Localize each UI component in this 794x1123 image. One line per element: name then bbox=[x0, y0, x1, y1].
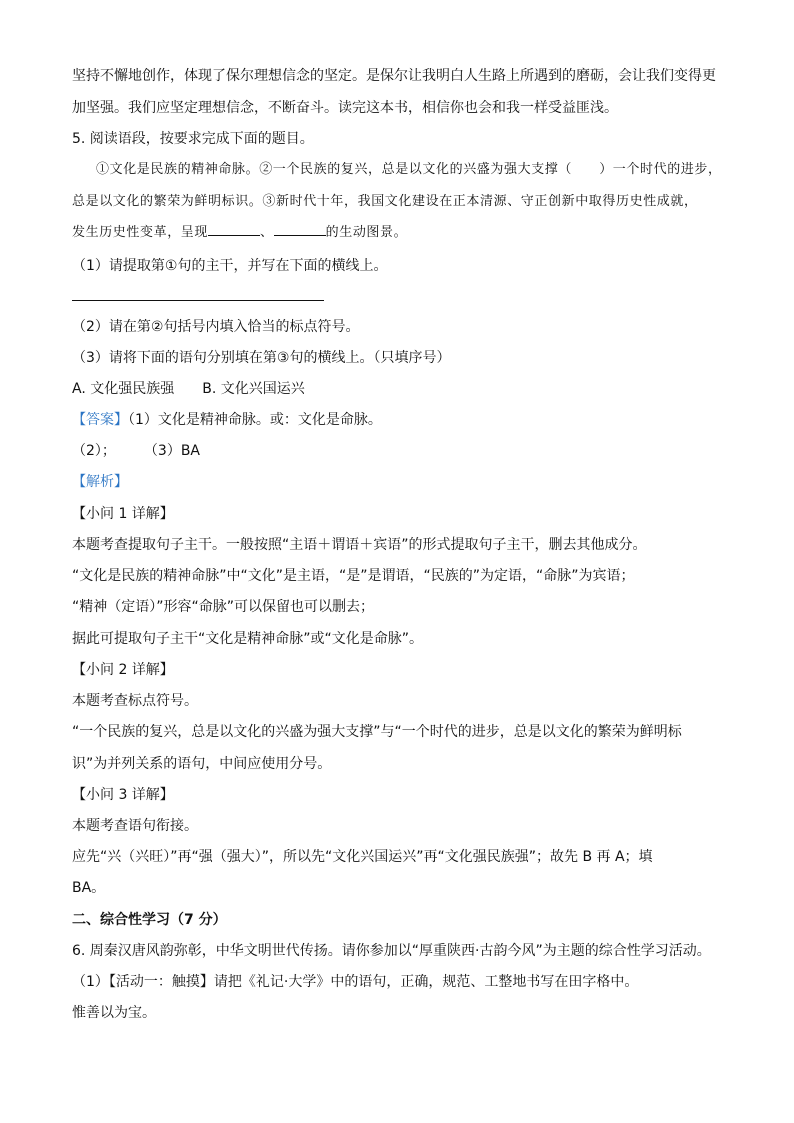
fill-blank bbox=[208, 223, 260, 236]
question-6-prompt: 6. 周秦汉唐风韵弥彰，中华文明世代传扬。请你参加以“厚重陕西·古韵今风”为主题的综合性学习活动。 bbox=[72, 943, 711, 959]
passage-text: 发生历史性变革，呈现 bbox=[72, 225, 209, 240]
activity-title: 【活动一：触摸】 bbox=[108, 974, 214, 990]
text-line: 本题考查语句衔接。 bbox=[72, 818, 198, 834]
sub-question-1: （1）请提取第①句的主干，并写在下面的横线上。 bbox=[72, 258, 388, 274]
answer-line-1 bbox=[72, 410, 382, 430]
activity-number: （1） bbox=[72, 974, 109, 990]
passage-text: 、 bbox=[260, 225, 274, 240]
activity-1 bbox=[72, 972, 638, 992]
text-line: 坚持不懈地创作，体现了保尔理想信念的坚定。是保尔让我明白人生路上所遇到的磨砺，会让我们变得更 bbox=[72, 68, 716, 84]
activity-text: 请把《礼记·大学》中的语句，正确，规范、工整地书写在田字格中。 bbox=[213, 974, 639, 990]
answer-line bbox=[72, 300, 324, 301]
sub-heading: 【小问 1 详解】 bbox=[72, 506, 174, 522]
text-line: “文化是民族的精神命脉”中“文化”是主语，“是”是谓语，“民族的”为定语，“命脉”为宾语； bbox=[72, 568, 635, 584]
answer-tag: 【答案】 bbox=[72, 412, 128, 428]
text-line: 据此可提取句子主干“文化是精神命脉”或“文化是命脉”。 bbox=[72, 631, 424, 647]
text-line: 识”为并列关系的语句，中间应使用分号。 bbox=[72, 756, 332, 772]
sub-question-3: （3）请将下面的语句分别填在第③句的横线上。（只填序号） bbox=[72, 350, 451, 366]
text-line: “精神（定语）”形容“命脉”可以保留也可以删去； bbox=[72, 599, 375, 615]
text-line: 本题考查标点符号。 bbox=[72, 693, 198, 709]
section-heading: 二、综合性学习（7 分） bbox=[72, 912, 227, 928]
text-line: “一个民族的复兴，总是以文化的兴盛为强大支撑”与“一个时代的进步，总是以文化的繁荣为鲜明标 bbox=[72, 724, 682, 740]
sub-heading: 【小问 2 详解】 bbox=[72, 662, 174, 678]
sub-heading: 【小问 3 详解】 bbox=[72, 787, 174, 803]
answer-text: （1）文化是精神命脉。或：文化是命脉。 bbox=[128, 412, 382, 428]
passage-line: 总是以文化的繁荣为鲜明标识。③新时代十年，我国文化建设在正本清源、守正创新中取得历史性成就， bbox=[72, 194, 698, 209]
options: A. 文化强民族强 B. 文化兴国运兴 bbox=[72, 381, 305, 397]
text-line: 本题考查提取句子主干。一般按照“主语＋谓语＋宾语”的形式提取句子主干，删去其他成分。 bbox=[72, 537, 647, 553]
text-line: BA。 bbox=[72, 880, 106, 896]
question-5-prompt: 5. 阅读语段，按要求完成下面的题目。 bbox=[72, 131, 314, 147]
passage-line bbox=[72, 223, 407, 243]
text-line: 加坚强。我们应坚定理想信念，不断奋斗。读完这本书，相信你也会和我一样受益匪浅。 bbox=[72, 100, 618, 116]
text-line: 应先“兴（兴旺）”再“强（强大）”，所以先“文化兴国运兴”再“文化强民族强”；故先 B 再 A；填 bbox=[72, 849, 653, 865]
analysis-tag: 【解析】 bbox=[72, 474, 128, 490]
passage-text: 的生动图景。 bbox=[325, 225, 408, 240]
passage-line: ①文化是民族的精神命脉。②一个民族的复兴，总是以文化的兴盛为强大支撑（ ）一个时代的进步， bbox=[96, 162, 722, 177]
quote-line: 惟善以为宝。 bbox=[72, 1005, 156, 1021]
fill-blank bbox=[274, 223, 326, 236]
sub-question-2: （2）请在第②句括号内填入恰当的标点符号。 bbox=[72, 319, 360, 335]
answer-line-2: （2）； （3）BA bbox=[72, 443, 200, 459]
